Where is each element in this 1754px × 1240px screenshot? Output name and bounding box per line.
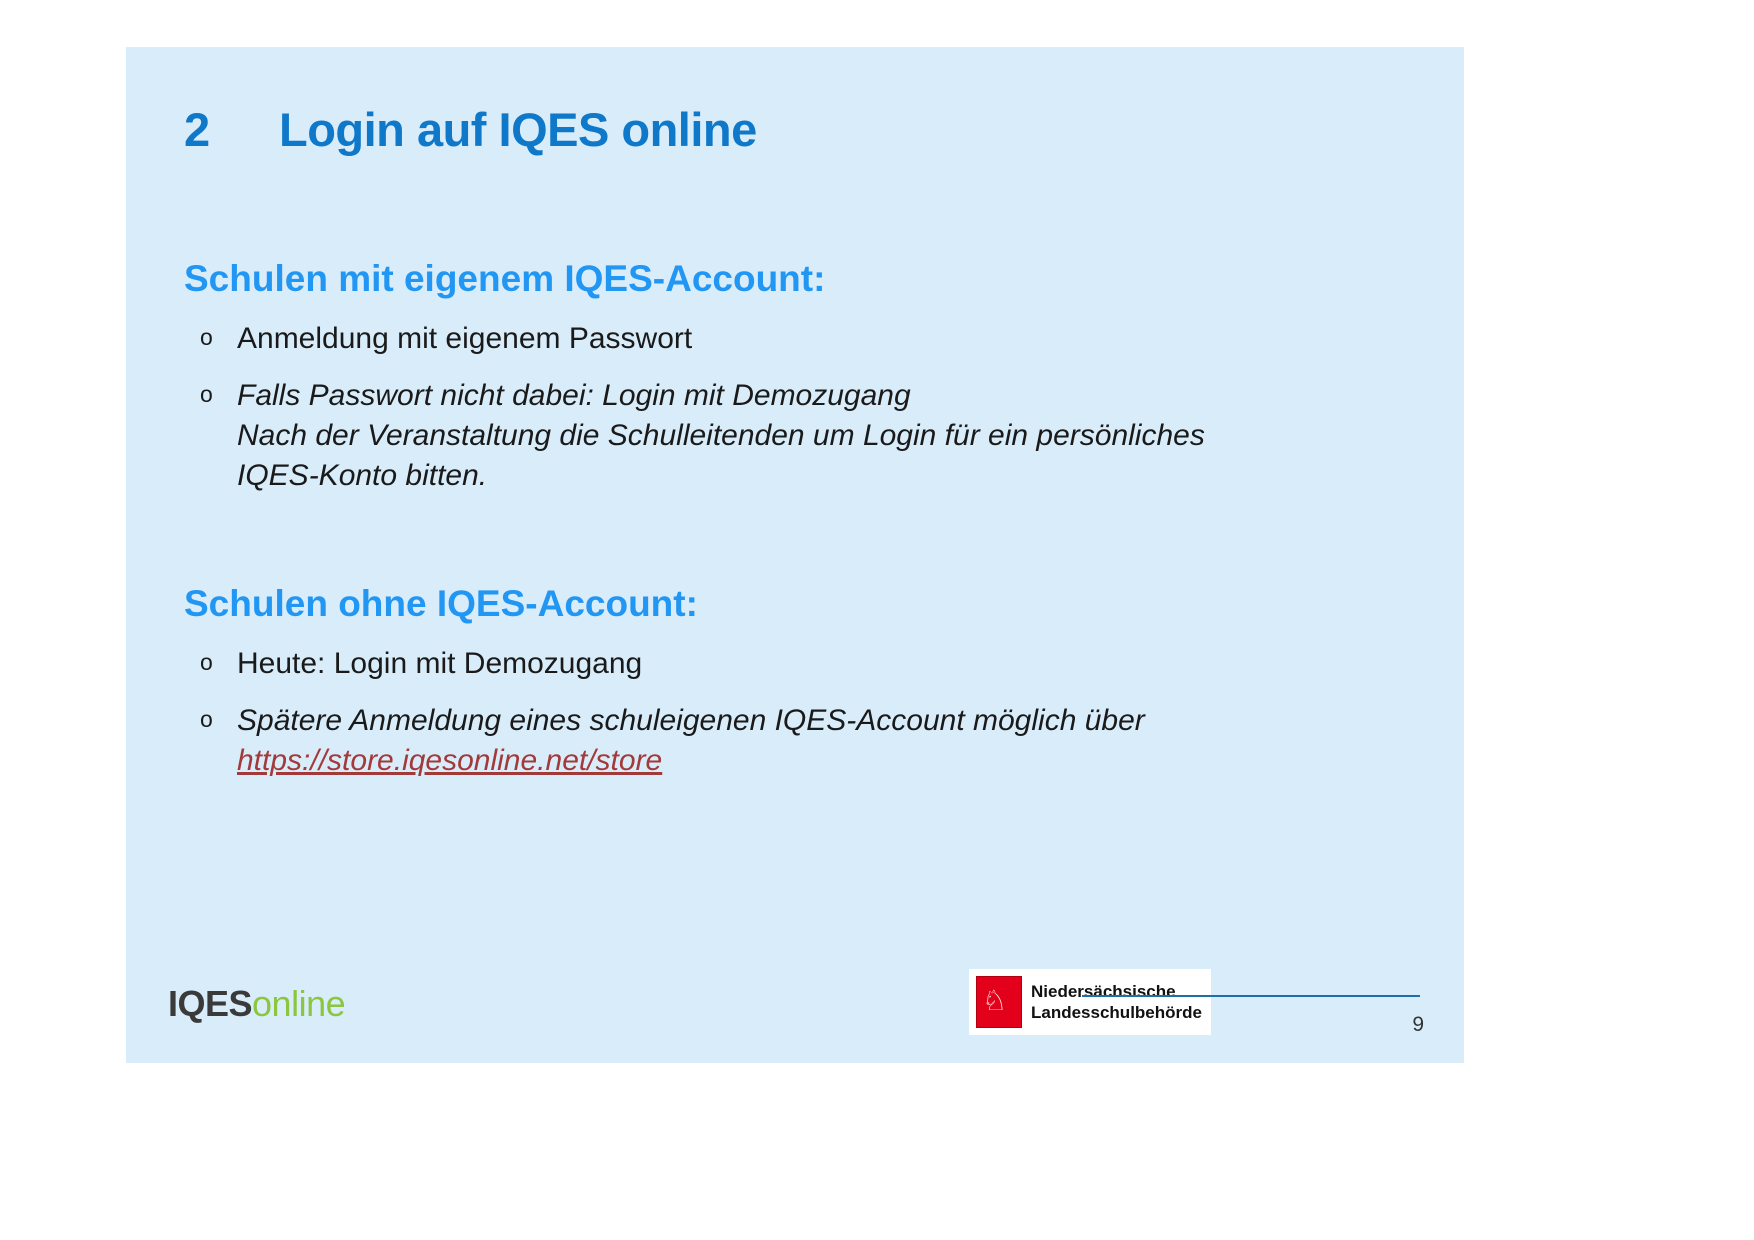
list-item — [184, 644, 1434, 684]
bullet-marker-icon: o — [200, 324, 213, 351]
bullet-list-no-account — [184, 644, 1434, 781]
niedersaechsische-landesschulbehoerde-logo — [969, 969, 1211, 1035]
page-title: Login auf IQES online — [279, 103, 757, 156]
logo-primary-text: IQES — [168, 983, 253, 1024]
iqes-store-link[interactable]: https://store.iqesonline.net/store — [237, 744, 663, 778]
bullet-text: Anmeldung mit eigenem Passwort — [237, 322, 693, 356]
footer-divider — [1082, 995, 1420, 997]
slide-body — [184, 257, 1434, 798]
bullet-text-line-1: Falls Passwort nicht dabei: Login mit Demozugang — [237, 379, 911, 413]
list-item — [184, 319, 1434, 359]
bullet-text: Heute: Login mit Demozugang — [237, 647, 643, 681]
bullet-text-line-3: IQES-Konto bitten. — [237, 459, 488, 493]
saxony-horse-crest-icon — [976, 976, 1022, 1028]
horse-glyph-icon: ♘ — [982, 985, 1008, 1016]
list-item — [184, 701, 1434, 781]
organisation-name-line-1: Niedersächsische — [1031, 981, 1176, 1001]
list-item — [184, 376, 1434, 496]
bullet-list-own-account — [184, 319, 1434, 496]
slide — [126, 47, 1464, 1063]
logo-secondary-text: online — [252, 983, 346, 1024]
organisation-name — [1031, 981, 1202, 1024]
bullet-marker-icon: o — [200, 381, 213, 408]
bullet-text-line-1: Spätere Anmeldung eines schuleigenen IQES-Account möglich über — [237, 704, 1145, 738]
page-number: 9 — [1412, 1013, 1424, 1036]
bullet-text-line-2: Nach der Veranstaltung die Schulleitenden um Login für ein persönliches — [237, 419, 1205, 453]
iqes-online-logo — [168, 983, 345, 1025]
slide-title-row — [184, 102, 757, 157]
section-heading-no-account: Schulen ohne IQES-Account: — [184, 582, 698, 624]
section-heading-own-account: Schulen mit eigenem IQES-Account: — [184, 258, 826, 299]
bullet-marker-icon: o — [200, 649, 213, 676]
slide-number: 2 — [184, 103, 210, 156]
organisation-name-line-2: Landesschulbehörde — [1031, 1003, 1202, 1022]
bullet-marker-icon: o — [200, 706, 213, 733]
